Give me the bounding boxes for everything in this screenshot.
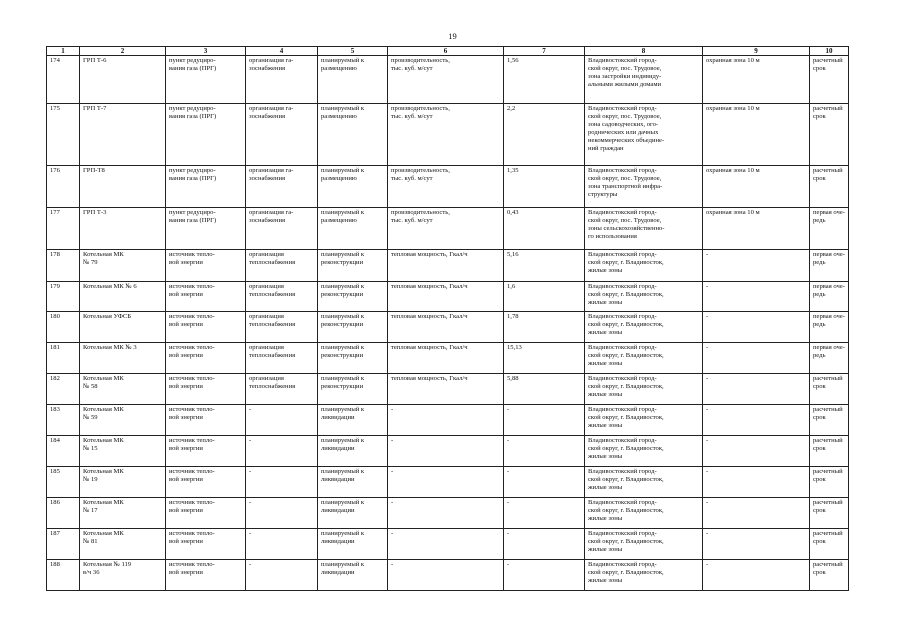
table-row [47,250,849,282]
column-number: 2 [80,47,166,56]
term-cell: расчетный срок [810,104,849,166]
term-cell: расчетный срок [810,529,849,560]
location-cell: Владивостокский город- ской округ, г. Владивосток, жилые зоны [585,560,703,591]
value-cell: - [504,405,585,436]
purpose-cell: организация теплоснабжения [246,282,318,312]
object-name-cell: Котельная МК № 17 [80,498,166,529]
status-cell: планируемый к размещению [318,208,388,250]
object-name-cell: ГРП-Т8 [80,166,166,208]
location-cell: Владивостокский город- ской округ, пос. Трудовое, зона застройки индивиду- альными жилыми домами [585,56,703,104]
characteristic-cell: тепловая мощность, Гкал/ч [388,312,504,343]
object-name-cell: Котельная МК № 6 [80,282,166,312]
term-cell: расчетный срок [810,166,849,208]
object-name-cell: Котельная МК № 79 [80,250,166,282]
value-cell: - [504,436,585,467]
object-type-cell: пункт редуциро- вания газа (ПРГ) [166,56,246,104]
zone-cell: - [703,343,810,374]
row-number-cell: 187 [47,529,80,560]
object-type-cell: источник тепло- вой энергии [166,282,246,312]
object-type-cell: источник тепло- вой энергии [166,529,246,560]
object-name-cell: Котельная МК № 15 [80,436,166,467]
zone-cell: - [703,405,810,436]
row-number-cell: 186 [47,498,80,529]
value-cell: - [504,560,585,591]
row-number-cell: 188 [47,560,80,591]
column-number: 8 [585,47,703,56]
column-number: 5 [318,47,388,56]
term-cell: расчетный срок [810,436,849,467]
page-number: 19 [448,31,457,41]
value-cell: 2,2 [504,104,585,166]
object-type-cell: пункт редуциро- вания газа (ПРГ) [166,208,246,250]
location-cell: Владивостокский город- ской округ, пос. Трудовое, зоны сельскохозяйственно- го использования [585,208,703,250]
table-row [47,436,849,467]
characteristic-cell: тепловая мощность, Гкал/ч [388,343,504,374]
location-cell: Владивостокский город- ской округ, пос. Трудовое, зона транспортной инфра- структуры [585,166,703,208]
row-number-cell: 185 [47,467,80,498]
term-cell: первая оче- редь [810,343,849,374]
object-name-cell: Котельная МК № 19 [80,467,166,498]
row-number-cell: 182 [47,374,80,405]
status-cell: планируемый к ликвидации [318,436,388,467]
object-type-cell: источник тепло- вой энергии [166,343,246,374]
purpose-cell: - [246,529,318,560]
purpose-cell: - [246,498,318,529]
location-cell: Владивостокский город- ской округ, г. Владивосток, жилые зоны [585,282,703,312]
purpose-cell: - [246,467,318,498]
row-number-cell: 174 [47,56,80,104]
status-cell: планируемый к реконструкции [318,250,388,282]
zone-cell: охранная зона 10 м [703,104,810,166]
object-type-cell: источник тепло- вой энергии [166,436,246,467]
object-type-cell: источник тепло- вой энергии [166,405,246,436]
purpose-cell: организация га- зоснабжения [246,208,318,250]
table-body [47,56,849,591]
object-type-cell: источник тепло- вой энергии [166,498,246,529]
value-cell: - [504,529,585,560]
object-type-cell: источник тепло- вой энергии [166,250,246,282]
value-cell: 1,78 [504,312,585,343]
location-cell: Владивостокский город- ской округ, г. Владивосток, жилые зоны [585,467,703,498]
purpose-cell: организация га- зоснабжения [246,166,318,208]
location-cell: Владивостокский город- ской округ, г. Владивосток, жилые зоны [585,529,703,560]
value-cell: 1,56 [504,56,585,104]
object-name-cell: Котельная МК № 59 [80,405,166,436]
purpose-cell: организация га- зоснабжения [246,56,318,104]
table-row [47,498,849,529]
column-number: 7 [504,47,585,56]
status-cell: планируемый к размещению [318,104,388,166]
characteristic-cell: - [388,436,504,467]
column-number: 9 [703,47,810,56]
status-cell: планируемый к ликвидации [318,498,388,529]
object-name-cell: ГРП Т-3 [80,208,166,250]
value-cell: 1,35 [504,166,585,208]
characteristic-cell: - [388,467,504,498]
object-type-cell: источник тепло- вой энергии [166,560,246,591]
location-cell: Владивостокский город- ской округ, г. Владивосток, жилые зоны [585,343,703,374]
object-name-cell: Котельная МК № 3 [80,343,166,374]
characteristic-cell: производительность, тыс. куб. м/сут [388,56,504,104]
objects-table [46,46,849,591]
characteristic-cell: тепловая мощность, Гкал/ч [388,282,504,312]
table-row [47,560,849,591]
row-number-cell: 183 [47,405,80,436]
zone-cell: охранная зона 10 м [703,166,810,208]
purpose-cell: организация теплоснабжения [246,374,318,405]
zone-cell: - [703,529,810,560]
purpose-cell: организация теплоснабжения [246,250,318,282]
location-cell: Владивостокский город- ской округ, г. Владивосток, жилые зоны [585,374,703,405]
purpose-cell: организация теплоснабжения [246,343,318,374]
object-name-cell: ГРП Т-7 [80,104,166,166]
column-number: 3 [166,47,246,56]
characteristic-cell: тепловая мощность, Гкал/ч [388,374,504,405]
location-cell: Владивостокский город- ской округ, г. Владивосток, жилые зоны [585,312,703,343]
table-row [47,529,849,560]
object-type-cell: пункт редуциро- вания газа (ПРГ) [166,104,246,166]
status-cell: планируемый к ликвидации [318,405,388,436]
column-number: 1 [47,47,80,56]
row-number-cell: 178 [47,250,80,282]
purpose-cell: - [246,436,318,467]
column-number-row [47,47,849,56]
zone-cell: - [703,282,810,312]
object-type-cell: пункт редуциро- вания газа (ПРГ) [166,166,246,208]
table-row [47,282,849,312]
table-row [47,405,849,436]
location-cell: Владивостокский город- ской округ, г. Владивосток, жилые зоны [585,405,703,436]
value-cell: 15,13 [504,343,585,374]
row-number-cell: 177 [47,208,80,250]
status-cell: планируемый к ликвидации [318,467,388,498]
column-number: 10 [810,47,849,56]
term-cell: расчетный срок [810,405,849,436]
column-number: 4 [246,47,318,56]
term-cell: расчетный срок [810,56,849,104]
term-cell: первая оче- редь [810,312,849,343]
value-cell: 5,16 [504,250,585,282]
row-number-cell: 175 [47,104,80,166]
term-cell: расчетный срок [810,560,849,591]
status-cell: планируемый к реконструкции [318,312,388,343]
term-cell: первая оче- редь [810,250,849,282]
characteristic-cell: - [388,529,504,560]
term-cell: первая оче- редь [810,208,849,250]
table-row [47,208,849,250]
term-cell: первая оче- редь [810,282,849,312]
value-cell: 0,43 [504,208,585,250]
object-type-cell: источник тепло- вой энергии [166,467,246,498]
location-cell: Владивостокский город- ской округ, г. Владивосток, жилые зоны [585,436,703,467]
row-number-cell: 176 [47,166,80,208]
object-type-cell: источник тепло- вой энергии [166,312,246,343]
zone-cell: - [703,560,810,591]
table-row [47,374,849,405]
table-row [47,104,849,166]
zone-cell: охранная зона 10 м [703,56,810,104]
value-cell: 1,6 [504,282,585,312]
status-cell: планируемый к ликвидации [318,560,388,591]
row-number-cell: 184 [47,436,80,467]
zone-cell: охранная зона 10 м [703,208,810,250]
term-cell: расчетный срок [810,467,849,498]
value-cell: - [504,498,585,529]
characteristic-cell: производительность, тыс. куб. м/сут [388,166,504,208]
location-cell: Владивостокский город- ской округ, пос. Трудовое, зона садоводческих, ого- роднических или дачных некоммерческих объедине- ний граждан [585,104,703,166]
zone-cell: - [703,467,810,498]
zone-cell: - [703,374,810,405]
zone-cell: - [703,312,810,343]
purpose-cell: - [246,405,318,436]
characteristic-cell: производительность, тыс. куб. м/сут [388,208,504,250]
characteristic-cell: тепловая мощность, Гкал/ч [388,250,504,282]
location-cell: Владивостокский город- ской округ, г. Владивосток, жилые зоны [585,498,703,529]
value-cell: 5,88 [504,374,585,405]
characteristic-cell: производительность, тыс. куб. м/сут [388,104,504,166]
purpose-cell: организация теплоснабжения [246,312,318,343]
purpose-cell: - [246,560,318,591]
column-number: 6 [388,47,504,56]
status-cell: планируемый к реконструкции [318,343,388,374]
status-cell: планируемый к ликвидации [318,529,388,560]
characteristic-cell: - [388,405,504,436]
row-number-cell: 180 [47,312,80,343]
object-type-cell: источник тепло- вой энергии [166,374,246,405]
table-row [47,312,849,343]
table-row [47,56,849,104]
row-number-cell: 181 [47,343,80,374]
term-cell: расчетный срок [810,374,849,405]
table-row [47,343,849,374]
zone-cell: - [703,498,810,529]
value-cell: - [504,467,585,498]
status-cell: планируемый к размещению [318,56,388,104]
zone-cell: - [703,436,810,467]
term-cell: расчетный срок [810,498,849,529]
table-row [47,166,849,208]
row-number-cell: 179 [47,282,80,312]
status-cell: планируемый к реконструкции [318,282,388,312]
zone-cell: - [703,250,810,282]
object-name-cell: Котельная МК № 81 [80,529,166,560]
location-cell: Владивостокский город- ской округ, г. Владивосток, жилые зоны [585,250,703,282]
status-cell: планируемый к реконструкции [318,374,388,405]
status-cell: планируемый к размещению [318,166,388,208]
object-name-cell: Котельная МК № 58 [80,374,166,405]
purpose-cell: организация га- зоснабжения [246,104,318,166]
characteristic-cell: - [388,560,504,591]
object-name-cell: Котельная УФСБ [80,312,166,343]
object-name-cell: ГРП Т-6 [80,56,166,104]
object-name-cell: Котельная № 119 в/ч 36 [80,560,166,591]
table-row [47,467,849,498]
characteristic-cell: - [388,498,504,529]
